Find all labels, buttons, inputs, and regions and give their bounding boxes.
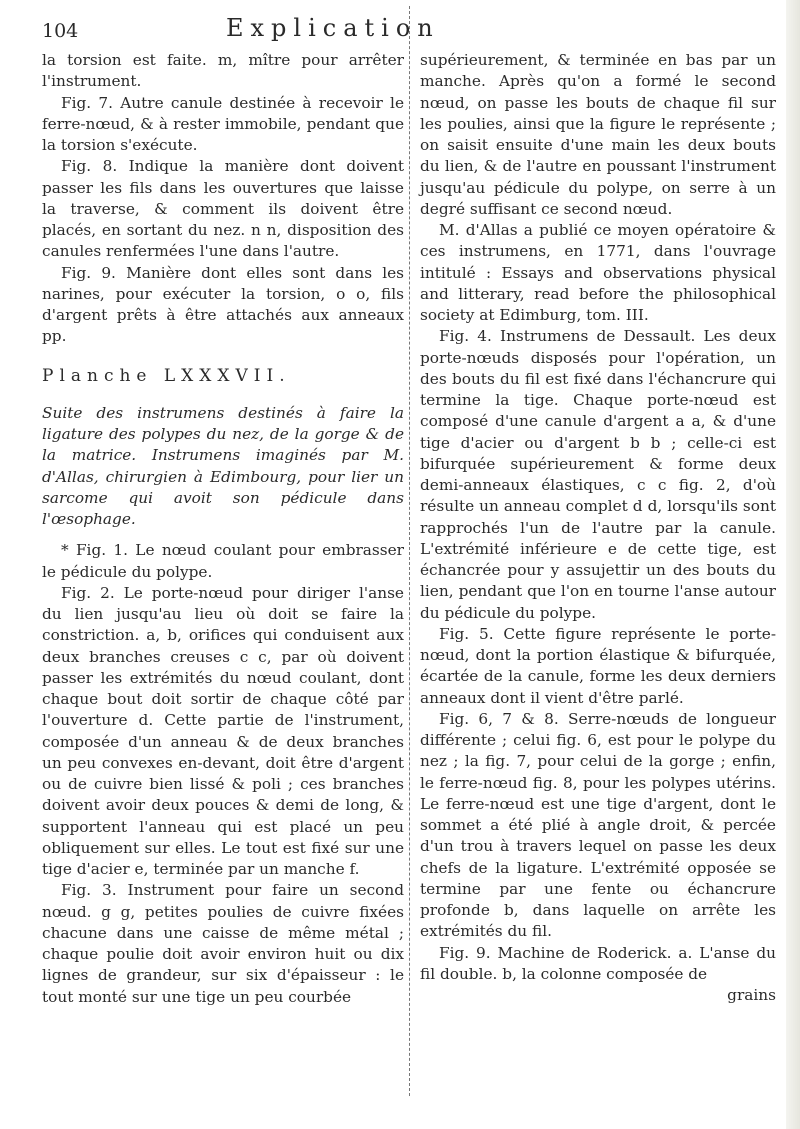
page-edge [786,0,800,1129]
plate-heading: Planche LXXXVII. [42,365,291,386]
paragraph: supérieurement, & terminée en bas par un manche. Après qu'on a formé le second nœud, on passe les bouts de chaque fil sur les poulies, ainsi que la figure le représente ; on saisit ensuite d'une main les deux bouts du lien, & de l'autre en poussant l'instrument jusqu'au pédicule du polype, on serre à un degré suffisant ce second nœud. [420,51,776,218]
page-number: 104 [42,20,79,42]
paragraph: Fig. 8. Indique la manière dont doivent passer les fils dans les ouvertures que laisse la traverse, & comment ils doivent être placés, en sortant du nez. n n, disposition des canules renfermées l'une dans l'autre. [42,157,404,261]
plate-caption: Suite des instrumens destinés à faire la ligature des polypes du nez, de la gorge & de la matrice. Instrumens imaginés par M. d'Allas, chirurgien à Edimbourg, pour lier un sarcome qui avoit son pédicule dans l'œsophage. [42,403,404,528]
paragraph: M. d'Allas a publié ce moyen opératoire & ces instrumens, en 1771, dans l'ouvrage intitulé : Essays and observations physical and litterary, read before the philosophical society at Edimburg, tom. III. [420,221,776,324]
right-column [420,50,776,1006]
running-title: Explication [226,14,440,42]
paragraph: * Fig. 1. Le nœud coulant pour embrasser le pédicule du polype. [42,541,404,581]
paragraph: Fig. 7. Autre canule destinée à recevoir le ferre-nœud, & à rester immobile, pendant que la torsion s'exécute. [42,93,404,154]
paragraph: Fig. 6, 7 & 8. Serre-nœuds de longueur différente ; celui fig. 6, est pour le polype du nez ; la fig. 7, pour celui de la gorge ; enfin, le ferre-nœud fig. 8, pour les polypes utérins. Le ferre-nœud est une tige d'argent, dont le sommet a été plié à angle droit, & percée d'un trou à travers lequel on passe les deux chefs de la ligature. L'extrémité opposée se termine par une fente ou échancrure profonde b, dans laquelle on arrête les extrémités du fil. [420,709,776,941]
paragraph: Fig. 9. Machine de Roderick. a. L'anse du fil double. b, la colonne composée de [420,943,776,983]
paragraph: Fig. 9. Manière dont elles sont dans les narines, pour exécuter la torsion, o o, fils d'argent prêts à être attachés aux anneaux pp. [42,263,404,346]
paragraph: Fig. 5. Cette figure représente le porte-nœud, dont la portion élastique & bifurquée, écartée de la canule, forme les deux derniers anneaux dont il vient d'être parlé. [420,624,776,707]
page-header [42,6,732,46]
paragraph: Fig. 4. Instrumens de Dessault. Les deux porte-nœuds disposés pour l'opération, un des bouts du fil est fixé dans l'échancrure qui termine la tige. Chaque porte-nœud est composé d'une canule d'argent a a, & d'une tige d'acier ou d'argent b b ; celle-ci est bifurquée supérieurement & forme deux demi-anneaux élastiques, c c fig. 2, d'où résulte un anneau complet d d, lorsqu'ils sont rapprochés l'un de l'autre par la canule. L'extrémité inférieure e de cette tige, est échancrée pour y assujettir un des bouts du lien, pendant que l'on en tourne l'anse autour du pédicule du polype. [420,327,776,622]
paragraph: Fig. 2. Le porte-nœud pour diriger l'anse du lien jusqu'au lieu où doit se faire la constriction. a, b, orifices qui conduisent aux deux branches creuses c c, par où doivent passer les extrémités du nœud coulant, dont chaque bout doit sortir de chaque côté par l'ouverture d. Cette partie de l'instrument, composée d'un anneau & de deux branches un peu convexes en-devant, doit être d'argent ou de cuivre bien lissé & poli ; ces branches doivent avoir deux pouces & demi de long, & supportent l'anneau qui est placé un peu obliquement sur elles. Le tout est fixé sur une tige d'acier e, terminée par un manche f. [42,583,404,878]
paragraph: Fig. 3. Instrument pour faire un second nœud. g g, petites poulies de cuivre fixées chacune dans une caisse de même métal ; chaque poulie doit avoir environ huit ou dix lignes de grandeur, sur six d'épaisseur : le tout monté sur une tige un peu courbée [42,881,404,1006]
column-divider [409,6,410,1096]
catchword: grains [727,986,776,1004]
left-column [42,50,404,1008]
paragraph: la torsion est faite. m, mître pour arrêter l'instrument. [42,51,404,91]
